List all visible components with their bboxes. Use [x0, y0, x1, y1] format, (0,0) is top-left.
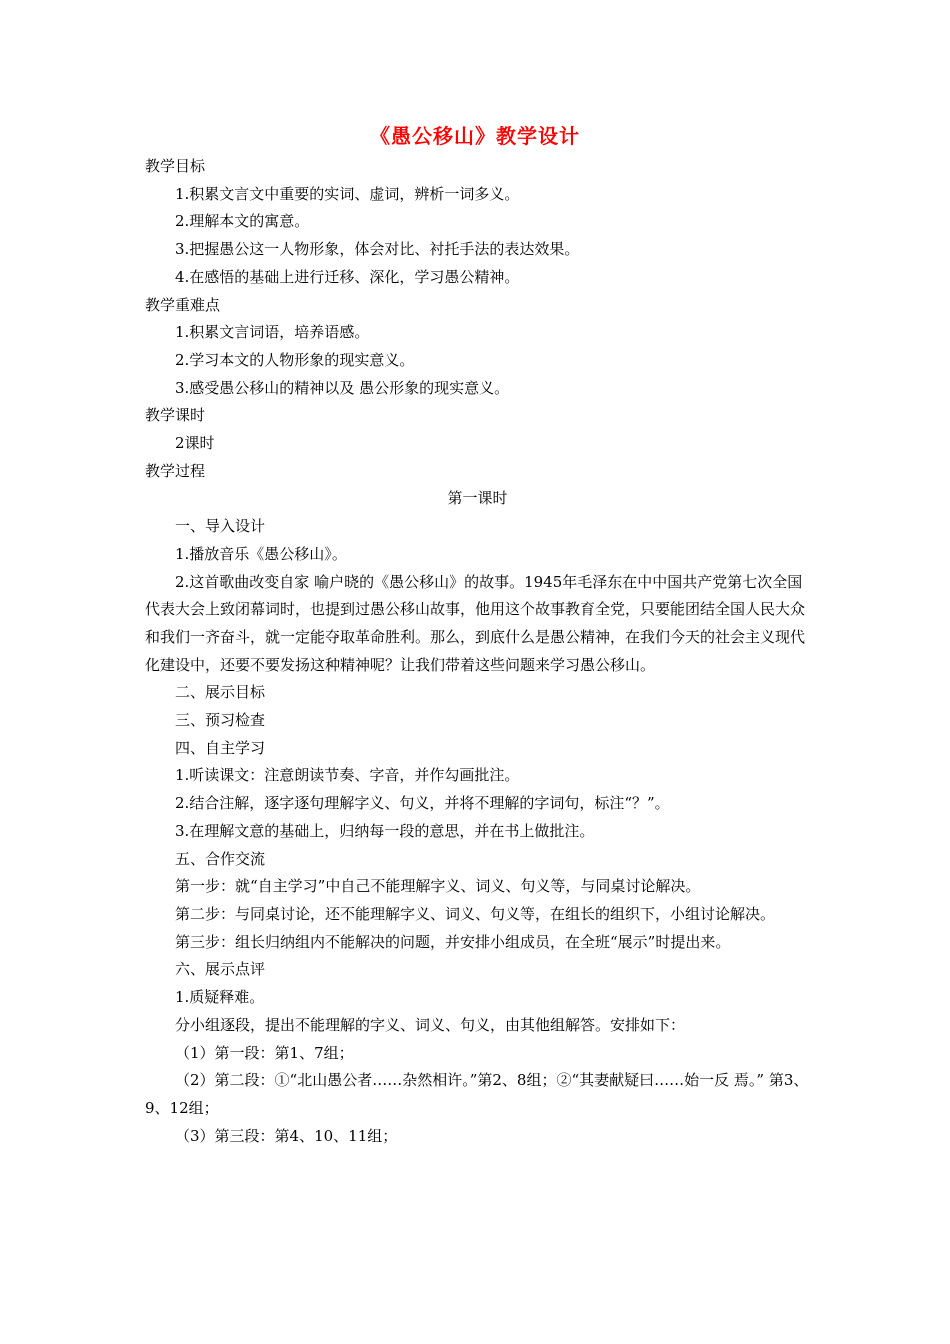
paragraph: （3）第三段：第4、10、11组； — [175, 1126, 398, 1145]
section-heading: 教学过程 — [145, 461, 206, 480]
paragraph: 三、预习检查 — [175, 711, 266, 730]
paragraph: 1.播放音乐《愚公移山》。 — [175, 544, 347, 563]
paragraph: 五、合作交流 — [175, 849, 266, 868]
paragraph: 第一步：就“自主学习”中自己不能理解字义、词义、句义等，与同桌讨论解决。 — [175, 877, 701, 896]
paragraph: 一、导入设计 — [175, 517, 266, 536]
section-heading: 教学目标 — [145, 157, 206, 175]
paragraph: 1.积累文言文中重要的实词、虚词，辨析一词多义。 — [175, 184, 520, 203]
paragraph: 第三步：组长归纳组内不能解决的问题，并安排小组成员，在全班“展示”时提出来。 — [175, 932, 731, 951]
document-body — [145, 153, 810, 1150]
paragraph: 2.这首歌曲改变自家 喻户晓的《愚公移山》的故事。1945年毛泽东在中中国共产党第七次全国代表大会上致闭幕词时，也提到过愚公移山故事，他用这个故事教育全党，只要能团结全国人民大众和我们一齐奋斗，就一定能夺取革命胜利。那么，到底什么是愚公精神，在我们今天的社会主义现代化建设中，还要不要发扬这种精神呢？让我们带着这些问题来学习愚公移山。 — [145, 572, 806, 674]
paragraph: 3.把握愚公这一人物形象，体会对比、衬托手法的表达效果。 — [175, 240, 580, 259]
paragraph: 二、展示目标 — [175, 683, 266, 702]
section-heading: 教学重难点 — [145, 295, 221, 314]
paragraph: 3.在理解文意的基础上，归纳每一段的意思，并在书上做批注。 — [175, 821, 595, 840]
paragraph: 六、展示点评 — [175, 960, 266, 979]
paragraph: （2）第二段：①“北山愚公者……杂然相许。”第2、8组；②“其妻献疑曰……始一反 焉。” 第3、9、12组； — [145, 1071, 809, 1117]
paragraph: 分小组逐段，提出不能理解的字义、词义、句义，由其他组解答。安排如下： — [175, 1015, 686, 1034]
paragraph: 3.感受愚公移山的精神以及 愚公形象的现实意义。 — [175, 378, 510, 397]
paragraph: 4.在感悟的基础上进行迁移、深化，学习愚公精神。 — [175, 267, 520, 286]
paragraph: 2课时 — [175, 434, 215, 453]
paragraph: 1.积累文言词语，培养语感。 — [175, 323, 370, 342]
paragraph: 2.结合注解，逐字逐句理解字义、句义，并将不理解的字词句，标注“？”。 — [175, 794, 670, 813]
session-heading: 第一课时 — [447, 489, 508, 508]
document-title: 《愚公移山》教学设计 — [370, 124, 580, 148]
paragraph: 1.质疑释难。 — [175, 988, 265, 1007]
section-heading: 教学课时 — [145, 406, 206, 425]
paragraph: （1）第一段：第1、7组； — [175, 1043, 354, 1062]
paragraph: 四、自主学习 — [175, 738, 266, 757]
paragraph: 2.理解本文的寓意。 — [175, 212, 310, 231]
paragraph: 第二步：与同桌讨论，还不能理解字义、词义、句义等，在组长的组织下，小组讨论解决。 — [175, 904, 776, 923]
paragraph: 1.听读课文：注意朗读节奏、字音，并作勾画批注。 — [175, 766, 520, 785]
paragraph: 2.学习本文的人物形象的现实意义。 — [175, 350, 415, 369]
